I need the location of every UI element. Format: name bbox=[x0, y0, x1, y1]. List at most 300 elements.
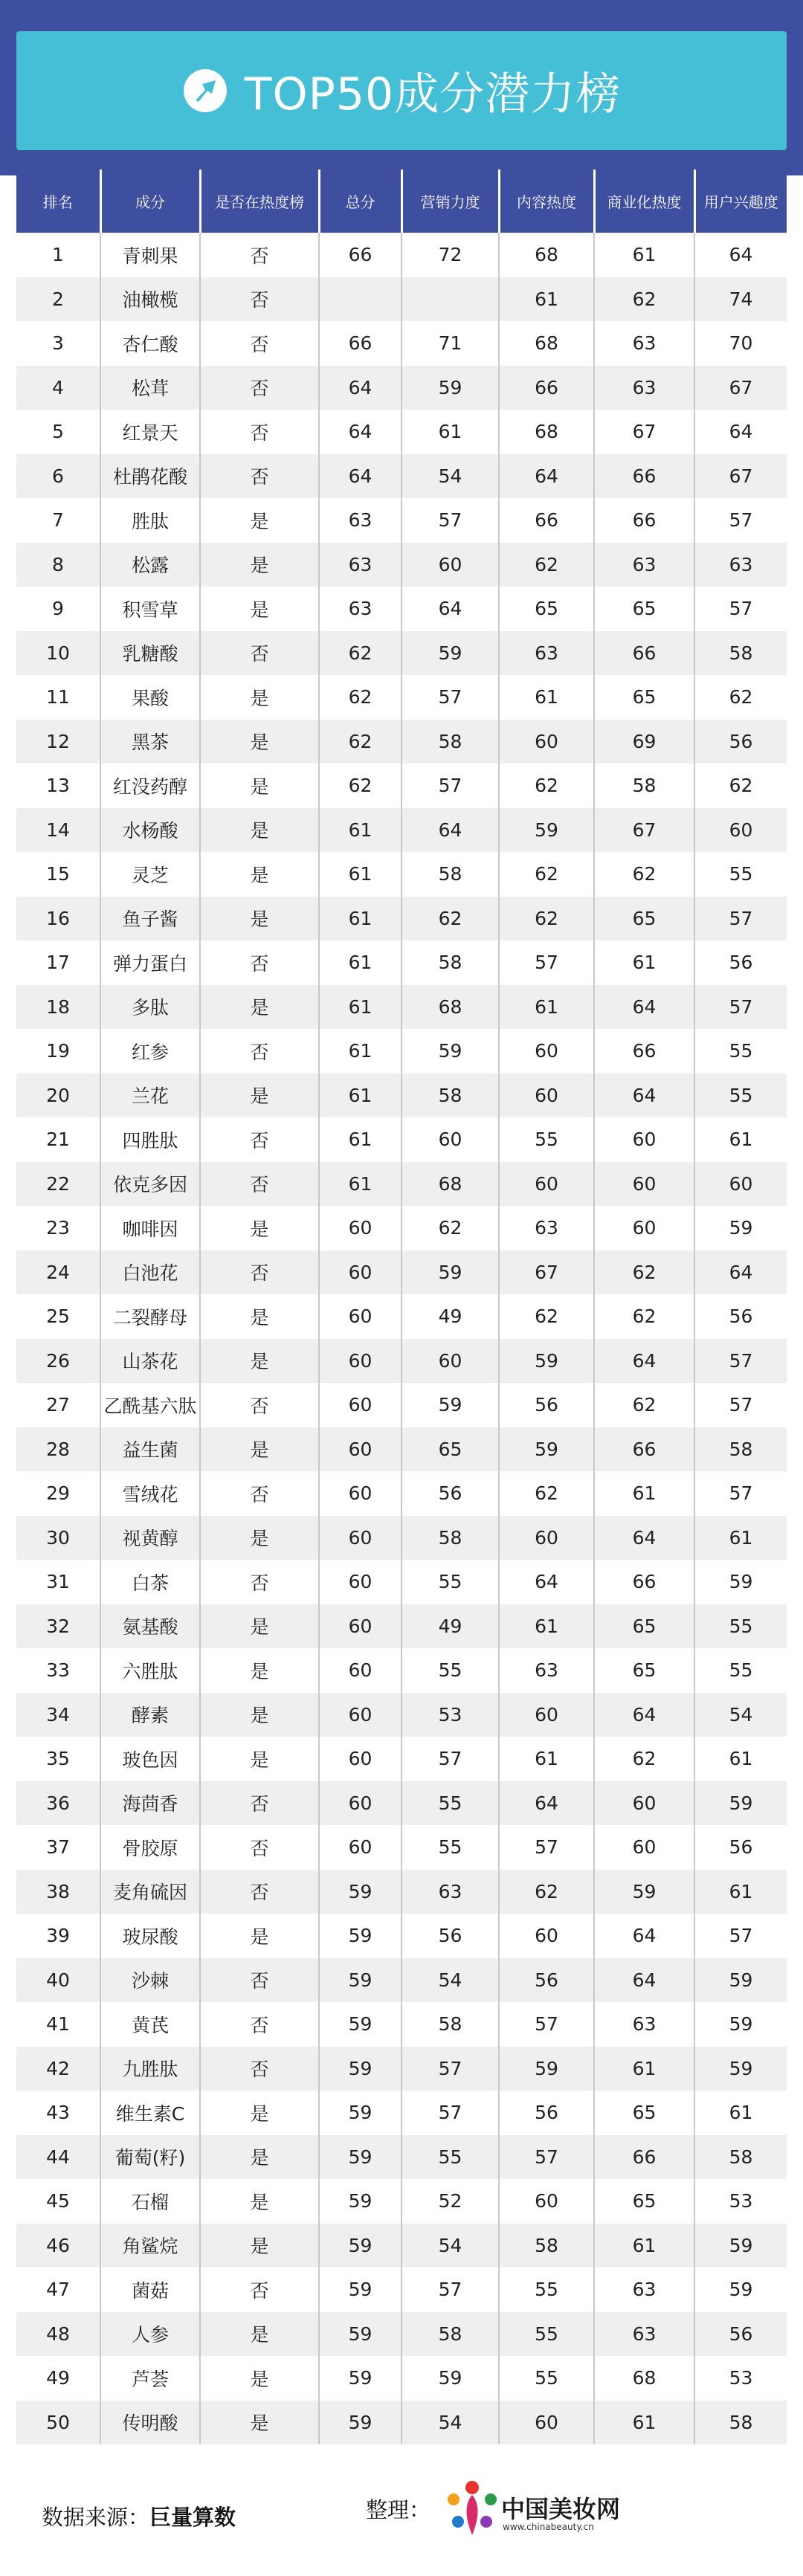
content-heat-cell: 55 bbox=[499, 2312, 594, 2357]
content-heat-cell: 58 bbox=[499, 2224, 594, 2268]
ingredient-cell: 六胜肽 bbox=[100, 1648, 200, 1693]
rank-cell: 15 bbox=[16, 852, 100, 897]
user-interest-cell: 59 bbox=[694, 2224, 787, 2268]
table-row bbox=[16, 410, 787, 454]
user-interest-cell: 61 bbox=[729, 2102, 753, 2124]
total-score-cell: 61 bbox=[319, 1074, 402, 1118]
total-score-cell: 62 bbox=[319, 720, 402, 764]
table-row bbox=[16, 1560, 787, 1604]
total-score-cell: 60 bbox=[319, 1825, 402, 1870]
table-row bbox=[16, 1471, 787, 1516]
rank-cell: 11 bbox=[16, 675, 100, 720]
table-row bbox=[16, 1604, 787, 1649]
ingredient-cell: 维生素C bbox=[100, 2091, 200, 2135]
in-hot-list-cell: 是 bbox=[200, 1074, 319, 1118]
rank-cell: 31 bbox=[16, 1560, 100, 1604]
table-row bbox=[16, 233, 787, 277]
table-row bbox=[16, 764, 787, 808]
user-interest-cell: 56 bbox=[729, 952, 753, 974]
commercial-heat-cell: 65 bbox=[594, 1648, 694, 1693]
user-interest-cell: 57 bbox=[694, 897, 787, 941]
ingredient-cell: 酵素 bbox=[100, 1693, 200, 1737]
commercial-heat-cell: 66 bbox=[594, 1029, 694, 1074]
user-interest-cell: 64 bbox=[729, 421, 753, 443]
rank-cell: 17 bbox=[16, 940, 100, 985]
in-hot-list-cell: 否 bbox=[200, 2267, 319, 2312]
content-heat-cell: 59 bbox=[499, 1427, 594, 1472]
column-header-total-score: 总分 bbox=[319, 170, 402, 233]
commercial-heat-cell: 62 bbox=[594, 1250, 694, 1295]
ingredient-cell: 胜肽 bbox=[100, 498, 200, 543]
user-interest-cell: 55 bbox=[694, 1604, 787, 1649]
content-heat-cell: 61 bbox=[499, 675, 594, 720]
commercial-heat-cell: 66 bbox=[594, 454, 694, 499]
in-hot-list-cell: 否 bbox=[200, 233, 319, 277]
total-score-cell: 59 bbox=[319, 2312, 402, 2357]
user-interest-cell: 62 bbox=[729, 686, 753, 708]
commercial-heat-cell: 59 bbox=[594, 1870, 694, 1914]
commercial-heat-cell: 63 bbox=[594, 2312, 694, 2357]
content-heat-cell: 64 bbox=[499, 1560, 594, 1604]
commercial-heat-cell: 60 bbox=[594, 1825, 694, 1870]
total-score-cell: 59 bbox=[319, 2135, 402, 2180]
content-heat-cell: 60 bbox=[499, 720, 594, 764]
total-score-cell: 64 bbox=[319, 366, 402, 410]
marketing-cell: 65 bbox=[402, 1427, 499, 1472]
user-interest-cell: 56 bbox=[729, 1305, 753, 1328]
rank-cell: 40 bbox=[16, 1958, 100, 2003]
user-interest-cell: 59 bbox=[729, 1571, 753, 1593]
table-row bbox=[16, 1206, 787, 1250]
table-body bbox=[16, 233, 787, 2444]
marketing-cell: 54 bbox=[402, 2224, 499, 2268]
table-row bbox=[16, 1383, 787, 1427]
in-hot-list-cell: 是 bbox=[200, 720, 319, 764]
total-score-cell: 61 bbox=[319, 897, 402, 941]
ingredient-cell: 乳糖酸 bbox=[100, 631, 200, 676]
in-hot-list-cell: 否 bbox=[200, 1870, 319, 1914]
content-heat-cell: 55 bbox=[499, 2356, 594, 2401]
user-interest-cell: 55 bbox=[729, 863, 753, 885]
table-row bbox=[16, 1250, 787, 1295]
user-interest-cell: 60 bbox=[694, 808, 787, 853]
total-score-cell: 60 bbox=[319, 1294, 402, 1339]
table-row bbox=[16, 2179, 787, 2224]
table-row bbox=[16, 940, 787, 985]
table-row bbox=[16, 366, 787, 410]
marketing-cell: 64 bbox=[402, 587, 499, 631]
ingredient-cell: 芦荟 bbox=[100, 2356, 200, 2401]
content-heat-cell: 61 bbox=[499, 985, 594, 1030]
table-row bbox=[16, 1516, 787, 1560]
commercial-heat-cell: 63 bbox=[594, 543, 694, 587]
commercial-heat-cell: 64 bbox=[594, 985, 694, 1030]
in-hot-list-cell: 是 bbox=[200, 543, 319, 587]
content-heat-cell: 62 bbox=[499, 1471, 594, 1516]
in-hot-list-cell: 否 bbox=[200, 2047, 319, 2091]
ingredient-cell: 鱼子酱 bbox=[100, 897, 200, 941]
ingredient-cell: 黄芪 bbox=[100, 2002, 200, 2047]
in-hot-list-cell: 是 bbox=[200, 852, 319, 897]
commercial-heat-cell: 60 bbox=[594, 1117, 694, 1162]
in-hot-list-cell: 是 bbox=[200, 2401, 319, 2445]
commercial-heat-cell: 65 bbox=[594, 2091, 694, 2135]
commercial-heat-cell: 64 bbox=[594, 1914, 694, 1958]
in-hot-list-cell: 是 bbox=[200, 1604, 319, 1649]
total-score-cell: 59 bbox=[319, 2401, 402, 2445]
rank-cell: 19 bbox=[16, 1029, 100, 1074]
commercial-heat-cell: 65 bbox=[594, 2179, 694, 2224]
total-score-cell: 63 bbox=[319, 498, 402, 543]
rank-cell: 18 bbox=[16, 985, 100, 1030]
rank-cell: 25 bbox=[16, 1294, 100, 1339]
rank-cell: 50 bbox=[16, 2401, 100, 2445]
user-interest-cell: 70 bbox=[729, 332, 753, 355]
rank-cell: 13 bbox=[16, 764, 100, 808]
table-row bbox=[16, 1117, 787, 1162]
ingredient-cell: 角鲨烷 bbox=[100, 2224, 200, 2268]
total-score-cell: 62 bbox=[319, 675, 402, 720]
marketing-cell: 59 bbox=[402, 1029, 499, 1074]
rank-cell: 24 bbox=[16, 1250, 100, 1295]
total-score-cell: 60 bbox=[319, 1250, 402, 1295]
rank-cell: 5 bbox=[16, 410, 100, 454]
rank-cell: 41 bbox=[16, 2002, 100, 2047]
total-score-cell: 59 bbox=[319, 2179, 402, 2224]
ingredient-cell: 骨胶原 bbox=[100, 1825, 200, 1870]
commercial-heat-cell: 66 bbox=[594, 2135, 694, 2180]
total-score-cell: 59 bbox=[319, 2002, 402, 2047]
page-title: TOP50成分潜力榜 bbox=[244, 68, 622, 120]
title-card bbox=[16, 31, 787, 150]
rank-cell: 14 bbox=[16, 808, 100, 853]
user-interest-cell: 57 bbox=[729, 1394, 753, 1416]
user-interest-cell: 56 bbox=[694, 720, 787, 764]
content-heat-cell: 59 bbox=[499, 808, 594, 853]
content-heat-cell: 67 bbox=[499, 1250, 594, 1295]
content-heat-cell: 68 bbox=[499, 410, 594, 454]
content-heat-cell: 61 bbox=[499, 277, 594, 322]
user-interest-cell: 55 bbox=[729, 1659, 753, 1682]
commercial-heat-cell: 65 bbox=[594, 897, 694, 941]
table-row bbox=[16, 1825, 787, 1870]
table-row bbox=[16, 1693, 787, 1737]
content-heat-cell: 57 bbox=[499, 2002, 594, 2047]
user-interest-cell: 58 bbox=[694, 2135, 787, 2180]
total-score-cell: 61 bbox=[319, 1029, 402, 1074]
user-interest-cell: 64 bbox=[694, 1250, 787, 1295]
logo-url: www.chinabeauty.cn bbox=[503, 2522, 594, 2532]
in-hot-list-cell: 是 bbox=[200, 1516, 319, 1560]
table-row bbox=[16, 2224, 787, 2268]
marketing-cell: 58 bbox=[402, 720, 499, 764]
user-interest-cell: 60 bbox=[694, 1162, 787, 1207]
total-score-cell: 59 bbox=[319, 2091, 402, 2135]
marketing-cell: 59 bbox=[402, 1250, 499, 1295]
total-score-cell: 61 bbox=[319, 985, 402, 1030]
user-interest-cell: 57 bbox=[729, 1925, 753, 1947]
content-heat-cell: 68 bbox=[499, 321, 594, 366]
in-hot-list-cell: 是 bbox=[200, 897, 319, 941]
commercial-heat-cell: 62 bbox=[594, 1383, 694, 1427]
in-hot-list-cell: 是 bbox=[200, 498, 319, 543]
user-interest-cell: 61 bbox=[729, 1748, 753, 1770]
table-header-row bbox=[16, 170, 787, 233]
in-hot-list-cell: 否 bbox=[200, 1117, 319, 1162]
total-score-cell: 61 bbox=[319, 940, 402, 985]
table-row bbox=[16, 2312, 787, 2357]
user-interest-cell: 57 bbox=[694, 985, 787, 1030]
table-row bbox=[16, 2047, 787, 2091]
in-hot-list-cell: 是 bbox=[200, 1427, 319, 1472]
total-score-cell: 59 bbox=[319, 1914, 402, 1958]
in-hot-list-cell: 否 bbox=[200, 1560, 319, 1604]
table-row bbox=[16, 852, 787, 897]
commercial-heat-cell: 63 bbox=[594, 366, 694, 410]
table-row bbox=[16, 631, 787, 676]
user-interest-cell: 59 bbox=[694, 1781, 787, 1826]
total-score-cell: 60 bbox=[319, 1339, 402, 1384]
commercial-heat-cell: 66 bbox=[594, 1560, 694, 1604]
commercial-heat-cell: 60 bbox=[594, 1162, 694, 1207]
content-heat-cell: 57 bbox=[499, 1825, 594, 1870]
in-hot-list-cell: 是 bbox=[200, 1737, 319, 1781]
in-hot-list-cell: 是 bbox=[200, 2091, 319, 2135]
marketing-cell bbox=[402, 277, 499, 322]
ingredient-cell: 松露 bbox=[100, 543, 200, 587]
commercial-heat-cell: 65 bbox=[594, 587, 694, 631]
ingredient-cell: 多肽 bbox=[100, 985, 200, 1030]
content-heat-cell: 63 bbox=[499, 631, 594, 676]
marketing-cell: 68 bbox=[402, 985, 499, 1030]
marketing-cell: 56 bbox=[402, 1914, 499, 1958]
content-heat-cell: 68 bbox=[499, 233, 594, 277]
content-heat-cell: 57 bbox=[499, 2135, 594, 2180]
in-hot-list-cell: 否 bbox=[200, 1471, 319, 1516]
rank-cell: 9 bbox=[16, 587, 100, 631]
total-score-cell: 60 bbox=[319, 1604, 402, 1649]
marketing-cell: 63 bbox=[402, 1870, 499, 1914]
commercial-heat-cell: 64 bbox=[594, 1958, 694, 2003]
user-interest-cell: 59 bbox=[729, 2013, 753, 2036]
ingredient-cell: 九胜肽 bbox=[100, 2047, 200, 2091]
marketing-cell: 54 bbox=[402, 2401, 499, 2445]
table-row bbox=[16, 1294, 787, 1339]
table-row bbox=[16, 1870, 787, 1914]
rank-cell: 6 bbox=[16, 454, 100, 499]
commercial-heat-cell: 61 bbox=[594, 940, 694, 985]
content-heat-cell: 59 bbox=[499, 2047, 594, 2091]
total-score-cell: 60 bbox=[319, 1206, 402, 1250]
marketing-cell: 55 bbox=[402, 1560, 499, 1604]
in-hot-list-cell: 否 bbox=[200, 1383, 319, 1427]
table-row bbox=[16, 1074, 787, 1118]
user-interest-cell: 63 bbox=[694, 543, 787, 587]
user-interest-cell: 67 bbox=[694, 366, 787, 410]
total-score-cell: 63 bbox=[319, 587, 402, 631]
in-hot-list-cell: 是 bbox=[200, 985, 319, 1030]
commercial-heat-cell: 62 bbox=[594, 277, 694, 322]
in-hot-list-cell: 是 bbox=[200, 764, 319, 808]
content-heat-cell: 64 bbox=[499, 454, 594, 499]
rank-cell: 42 bbox=[16, 2047, 100, 2091]
table-row bbox=[16, 675, 787, 720]
total-score-cell: 62 bbox=[319, 764, 402, 808]
marketing-cell: 57 bbox=[402, 1737, 499, 1781]
rank-cell: 7 bbox=[16, 498, 100, 543]
commercial-heat-cell: 62 bbox=[594, 1294, 694, 1339]
in-hot-list-cell: 否 bbox=[200, 1029, 319, 1074]
total-score-cell: 61 bbox=[319, 808, 402, 853]
in-hot-list-cell: 是 bbox=[200, 675, 319, 720]
marketing-cell: 59 bbox=[402, 366, 499, 410]
in-hot-list-cell: 是 bbox=[200, 2224, 319, 2268]
column-header-user-interest: 用户兴趣度 bbox=[694, 170, 787, 233]
in-hot-list-cell: 是 bbox=[200, 2312, 319, 2357]
ingredient-cell: 油橄榄 bbox=[100, 277, 200, 322]
total-score-cell: 59 bbox=[319, 2047, 402, 2091]
marketing-cell: 59 bbox=[402, 1383, 499, 1427]
marketing-cell: 60 bbox=[402, 1339, 499, 1384]
user-interest-cell: 57 bbox=[729, 1482, 753, 1505]
table-row bbox=[16, 808, 787, 853]
marketing-cell: 57 bbox=[402, 2047, 499, 2091]
rank-cell: 28 bbox=[16, 1427, 100, 1472]
user-interest-cell: 54 bbox=[694, 1693, 787, 1737]
rank-cell: 45 bbox=[16, 2179, 100, 2224]
in-hot-list-cell: 是 bbox=[200, 1206, 319, 1250]
table-row bbox=[16, 1737, 787, 1781]
table-row bbox=[16, 1029, 787, 1074]
commercial-heat-cell: 61 bbox=[594, 2047, 694, 2091]
column-header-content-heat: 内容热度 bbox=[499, 170, 594, 233]
ingredient-cell: 益生菌 bbox=[100, 1427, 200, 1472]
marketing-cell: 64 bbox=[402, 808, 499, 853]
logo-name: 中国美妆网 bbox=[501, 2495, 621, 2523]
user-interest-cell: 56 bbox=[729, 1836, 753, 1859]
in-hot-list-cell: 是 bbox=[200, 2135, 319, 2180]
user-interest-cell: 61 bbox=[694, 1870, 787, 1914]
in-hot-list-cell: 否 bbox=[200, 1825, 319, 1870]
ingredient-cell: 白茶 bbox=[100, 1560, 200, 1604]
total-score-cell: 62 bbox=[319, 631, 402, 676]
commercial-heat-cell: 64 bbox=[594, 1693, 694, 1737]
total-score-cell: 60 bbox=[319, 1781, 402, 1826]
ingredient-cell: 白池花 bbox=[100, 1250, 200, 1295]
commercial-heat-cell: 62 bbox=[594, 852, 694, 897]
table-row bbox=[16, 1958, 787, 2003]
data-source bbox=[42, 2501, 236, 2531]
content-heat-cell: 62 bbox=[499, 543, 594, 587]
table-row bbox=[16, 1781, 787, 1826]
total-score-cell: 59 bbox=[319, 2224, 402, 2268]
ingredient-cell: 海茴香 bbox=[100, 1781, 200, 1826]
ranking-table bbox=[16, 170, 787, 2444]
rank-cell: 46 bbox=[16, 2224, 100, 2268]
ingredient-cell: 兰花 bbox=[100, 1074, 200, 1118]
commercial-heat-cell: 61 bbox=[594, 233, 694, 277]
content-heat-cell: 61 bbox=[499, 1604, 594, 1649]
table-row bbox=[16, 720, 787, 764]
user-interest-cell: 56 bbox=[694, 2312, 787, 2357]
user-interest-cell: 67 bbox=[694, 454, 787, 499]
in-hot-list-cell: 是 bbox=[200, 1693, 319, 1737]
ingredient-cell: 松茸 bbox=[100, 366, 200, 410]
marketing-cell: 56 bbox=[402, 1471, 499, 1516]
commercial-heat-cell: 67 bbox=[594, 808, 694, 853]
table-row bbox=[16, 1648, 787, 1693]
ingredient-cell: 乙酰基六肽 bbox=[100, 1383, 200, 1427]
in-hot-list-cell: 否 bbox=[200, 1781, 319, 1826]
ingredient-cell: 黑茶 bbox=[100, 720, 200, 764]
ingredient-cell: 依克多因 bbox=[100, 1162, 200, 1207]
ranking-table-container bbox=[16, 170, 787, 2435]
column-header-rank: 排名 bbox=[16, 170, 100, 233]
rank-cell: 1 bbox=[16, 233, 100, 277]
table-row bbox=[16, 454, 787, 499]
total-score-cell: 59 bbox=[319, 1870, 402, 1914]
marketing-cell: 54 bbox=[402, 454, 499, 499]
marketing-cell: 57 bbox=[402, 2267, 499, 2312]
commercial-heat-cell: 66 bbox=[594, 1427, 694, 1472]
source-label: 数据来源： bbox=[42, 2505, 150, 2530]
user-interest-cell: 57 bbox=[729, 598, 753, 620]
ingredient-cell: 沙棘 bbox=[100, 1958, 200, 2003]
marketing-cell: 62 bbox=[402, 897, 499, 941]
marketing-cell: 71 bbox=[402, 321, 499, 366]
table-row bbox=[16, 1339, 787, 1384]
in-hot-list-cell: 是 bbox=[200, 1339, 319, 1384]
rank-cell: 2 bbox=[16, 277, 100, 322]
user-interest-cell: 59 bbox=[694, 1958, 787, 2003]
marketing-cell: 57 bbox=[402, 2091, 499, 2135]
content-heat-cell: 62 bbox=[499, 897, 594, 941]
ingredient-cell: 葡萄(籽) bbox=[100, 2135, 200, 2180]
total-score-cell: 61 bbox=[319, 852, 402, 897]
content-heat-cell: 66 bbox=[499, 498, 594, 543]
table-row bbox=[16, 1162, 787, 1207]
ingredient-cell: 果酸 bbox=[100, 675, 200, 720]
commercial-heat-cell: 58 bbox=[594, 764, 694, 808]
in-hot-list-cell: 否 bbox=[200, 940, 319, 985]
table-row bbox=[16, 1914, 787, 1958]
rank-cell: 44 bbox=[16, 2135, 100, 2180]
rank-cell: 47 bbox=[16, 2267, 100, 2312]
user-interest-cell: 61 bbox=[694, 1516, 787, 1560]
table-row bbox=[16, 2356, 787, 2401]
rank-cell: 36 bbox=[16, 1781, 100, 1826]
marketing-cell: 58 bbox=[402, 1074, 499, 1118]
ingredient-cell: 红景天 bbox=[100, 410, 200, 454]
commercial-heat-cell: 60 bbox=[594, 1206, 694, 1250]
content-heat-cell: 60 bbox=[499, 1516, 594, 1560]
commercial-heat-cell: 63 bbox=[594, 2267, 694, 2312]
table-row bbox=[16, 543, 787, 587]
ingredient-cell: 灵芝 bbox=[100, 852, 200, 897]
total-score-cell: 64 bbox=[319, 410, 402, 454]
marketing-cell: 49 bbox=[402, 1294, 499, 1339]
total-score-cell: 66 bbox=[319, 321, 402, 366]
commercial-heat-cell: 68 bbox=[594, 2356, 694, 2401]
content-heat-cell: 62 bbox=[499, 1294, 594, 1339]
in-hot-list-cell: 是 bbox=[200, 2179, 319, 2224]
total-score-cell bbox=[319, 277, 402, 322]
commercial-heat-cell: 65 bbox=[594, 1604, 694, 1649]
content-heat-cell: 56 bbox=[499, 1383, 594, 1427]
user-interest-cell: 59 bbox=[694, 2047, 787, 2091]
table-row bbox=[16, 587, 787, 631]
rank-cell: 8 bbox=[16, 543, 100, 587]
